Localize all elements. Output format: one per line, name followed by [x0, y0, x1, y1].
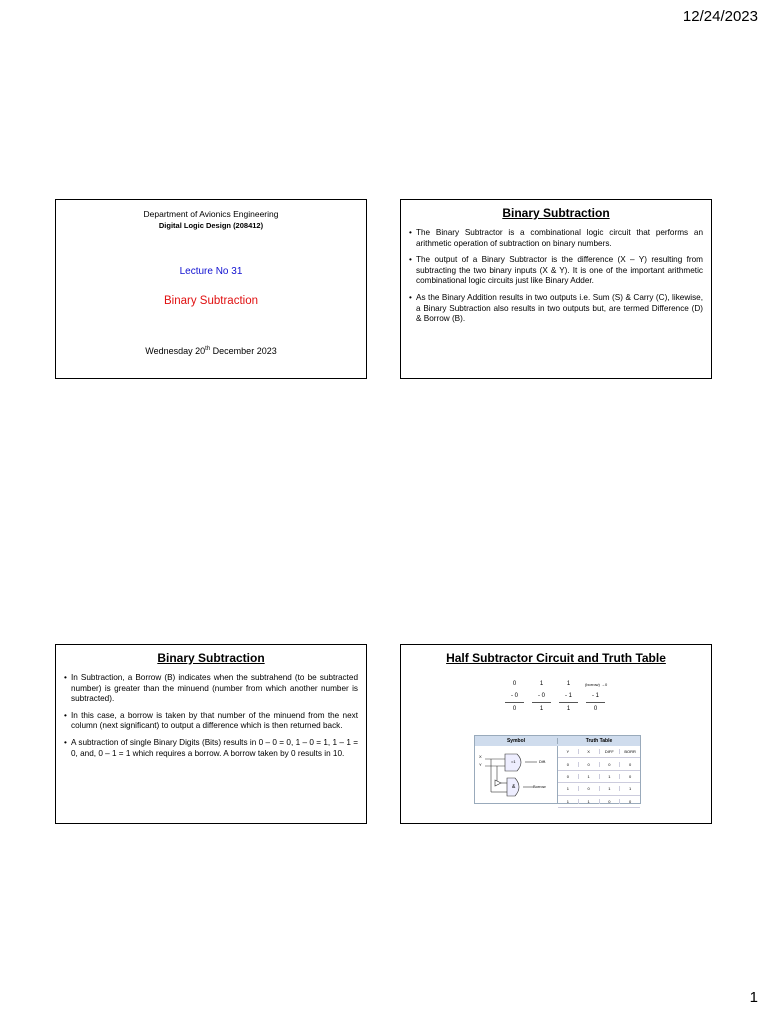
- table-cell: 1: [600, 774, 621, 779]
- slide-title: [55, 199, 367, 379]
- column-header: X: [579, 749, 600, 754]
- slide-heading: Binary Subtraction: [502, 206, 610, 220]
- bullet-list: [409, 228, 703, 325]
- page-number: 1: [749, 989, 758, 1006]
- table-cell: 1: [579, 799, 600, 804]
- borrow-output-label: Borrow: [533, 784, 546, 789]
- table-cell: 0: [579, 762, 600, 767]
- borrow-note: (borrow) →0: [585, 681, 608, 687]
- subtrahend: - 1: [564, 693, 572, 699]
- column-header: Y: [558, 749, 579, 754]
- difference: 0: [593, 706, 598, 712]
- diff-output-label: Diff.: [539, 759, 547, 764]
- slide-binary-subtraction-intro: [400, 199, 712, 379]
- difference: 1: [566, 706, 571, 712]
- subtrahend: - 1: [591, 693, 599, 699]
- lecture-date-sup: th: [205, 346, 211, 352]
- slide-binary-subtraction-borrow: [55, 644, 367, 824]
- bullet-item: • In Subtraction, a Borrow (B) indicates when the subtrahend (to be subtracted number) is greater than the minuend (number from which another number is subtracted).: [64, 673, 358, 705]
- bullet-item: • The output of a Binary Subtractor is the difference (X – Y) resulting from subtracting the two binary inputs (X & Y). It is one of the important arithmetic combinational logic circuits just like Binary Adder.: [409, 255, 703, 287]
- table-header-row: [558, 746, 640, 758]
- table-cell: 0: [629, 798, 632, 804]
- table-cell: 0: [558, 762, 579, 767]
- table-cell: 1: [558, 786, 579, 791]
- input-y-label: Y: [479, 762, 482, 767]
- table-cell: 0: [579, 786, 600, 791]
- subtraction-examples: [501, 678, 611, 715]
- bullet-item: • In this case, a borrow is taken by that number of the minuend from the next column (next significant) to output a difference which is then returned back.: [64, 711, 358, 732]
- table-cell: 1: [558, 799, 579, 804]
- table-cell: 1: [629, 786, 632, 792]
- difference: 1: [539, 706, 544, 712]
- slide-heading: Binary Subtraction: [157, 651, 265, 665]
- slide-half-subtractor: [400, 644, 712, 824]
- table-row: [558, 758, 640, 770]
- bullet-item: • As the Binary Addition results in two outputs i.e. Sum (S) & Carry (C), likewise, a Binary Subtraction also results in two outputs but, are termed Difference (D) & Borrow (B).: [409, 293, 703, 325]
- lecture-date: [56, 346, 366, 356]
- subtrahend: - 0: [537, 693, 545, 699]
- lecture-date-prefix: Wednesday 20: [145, 346, 206, 356]
- truth-table-header: Truth Table: [557, 738, 640, 744]
- bullet-item: • The Binary Subtractor is a combinational logic circuit that performs an arithmetic operation of subtraction on binary numbers.: [409, 228, 703, 249]
- course-name: Digital Logic Design (208412): [158, 221, 264, 230]
- truth-table: [557, 746, 640, 803]
- minuend: 1: [566, 681, 571, 687]
- xor-gate-label: =1: [511, 759, 516, 764]
- department-name: Department of Avionics Engineering: [143, 209, 279, 219]
- table-row: [558, 771, 640, 783]
- lecture-topic: Binary Subtraction: [164, 295, 258, 307]
- table-cell: 0: [600, 799, 621, 804]
- lecture-date-suffix: December 2023: [210, 346, 277, 356]
- column-header: BORR: [624, 749, 636, 755]
- table-cell: 1: [579, 774, 600, 779]
- half-subtractor-circuit: [475, 746, 557, 803]
- slide-heading: Half Subtractor Circuit and Truth Table: [446, 651, 666, 665]
- and-gate-label: &: [512, 784, 516, 790]
- minuend: 1: [539, 681, 544, 687]
- difference: 0: [512, 706, 517, 712]
- bullet-item: • A subtraction of single Binary Digits (Bits) results in 0 – 0 = 0, 1 – 0 = 1, 1 – 1 = 0, and, 0 – 1 = 1 which requires a borrow. A borrow taken by 0 results in 10.: [64, 738, 358, 759]
- lecture-number: Lecture No 31: [179, 266, 243, 277]
- column-header: DIFF: [600, 749, 621, 754]
- table-row: [558, 783, 640, 795]
- table-cell: 0: [558, 774, 579, 779]
- input-x-label: X: [479, 754, 482, 759]
- table-cell: 0: [629, 773, 632, 779]
- symbol-header: Symbol: [506, 738, 526, 744]
- table-cell: 1: [600, 786, 621, 791]
- bullet-list: [64, 673, 358, 759]
- page-date: 12/24/2023: [682, 8, 758, 25]
- half-subtractor-figure: [474, 735, 641, 804]
- subtrahend: - 0: [510, 693, 518, 699]
- circuit-diagram-icon: [475, 746, 557, 803]
- minuend: 0: [512, 681, 517, 687]
- table-cell: 0: [600, 762, 621, 767]
- table-cell: 0: [629, 761, 632, 767]
- table-row: [558, 796, 640, 808]
